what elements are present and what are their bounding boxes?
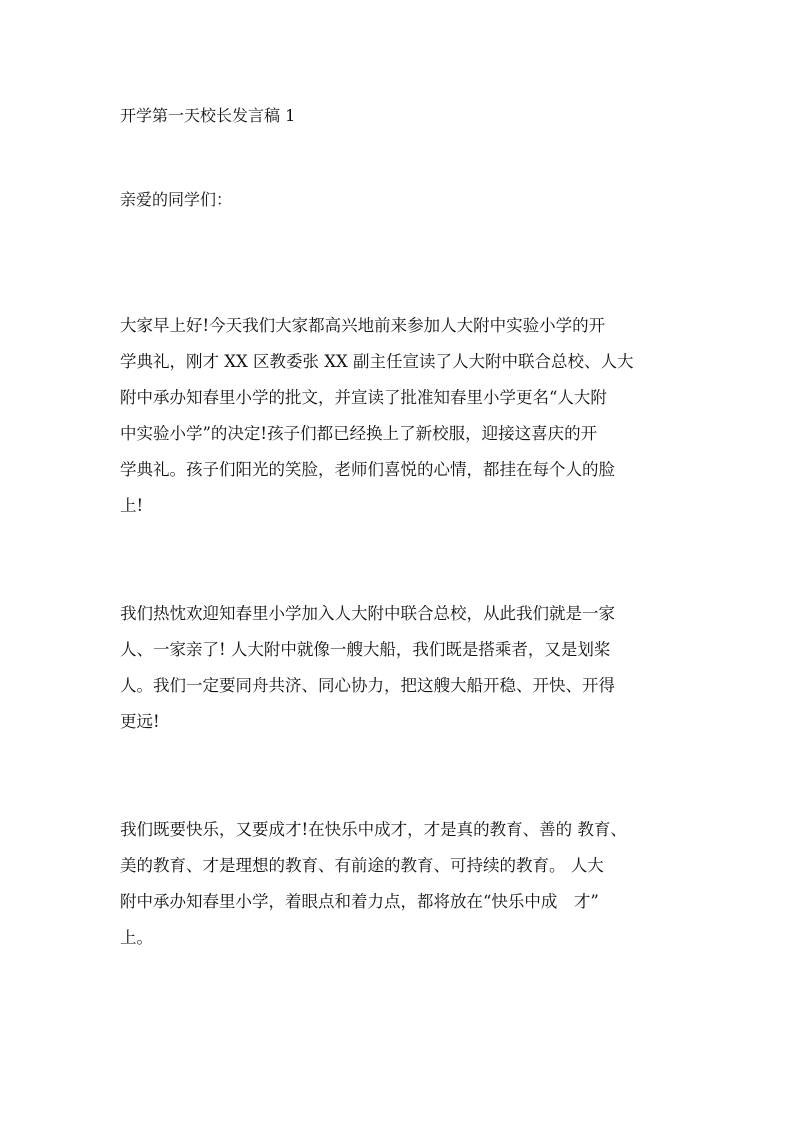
- paragraph-line: 学典礼，刚才 XX 区教委张 XX 副主任宣读了人大附中联合总校、人大: [120, 352, 634, 371]
- paragraph-line: 大家早上好!今天我们大家都高兴地前来参加人大附中实验小学的开: [120, 316, 606, 335]
- paragraph-line: 我们既要快乐，又要成才!在快乐中成才，才是真的教育、善的 教育、: [120, 820, 627, 839]
- paragraph-line: 美的教育、才是理想的教育、有前途的教育、可持续的教育。 人大: [120, 856, 604, 875]
- paragraph-line: 中实验小学”的决定!孩子们都已经换上了新校服，迎接这喜庆的开: [120, 424, 598, 443]
- paragraph-3: [120, 812, 676, 956]
- salutation: 亲爱的同学们：: [120, 190, 233, 209]
- paragraph-line: 学典礼。孩子们阳光的笑脸，老师们喜悦的心情，都挂在每个人的脸: [120, 460, 615, 479]
- document-title: 开学第一天校长发言稿 1: [120, 106, 296, 125]
- paragraph-line: 上。: [120, 928, 153, 947]
- paragraph-line: 人、一家亲了! 人大附中就像一艘大船，我们既是搭乘者，又是划桨: [120, 640, 611, 659]
- paragraph-line: 附中承办知春里小学，着眼点和着力点，都将放在“快乐中成 才”: [120, 892, 599, 911]
- paragraph-line: 附中承办知春里小学的批文，并宣读了批准知春里小学更名“人大附: [120, 388, 607, 407]
- paragraph-line: 上!: [120, 496, 144, 515]
- paragraph-1: [120, 308, 676, 524]
- paragraph-2: [120, 596, 676, 740]
- paragraph-line: 我们热忱欢迎知春里小学加入人大附中联合总校，从此我们就是一家: [120, 604, 615, 623]
- paragraph-line: 更远!: [120, 712, 160, 731]
- paragraph-line: 人。我们一定要同舟共济、同心协力，把这艘大船开稳、开快、开得: [120, 676, 615, 695]
